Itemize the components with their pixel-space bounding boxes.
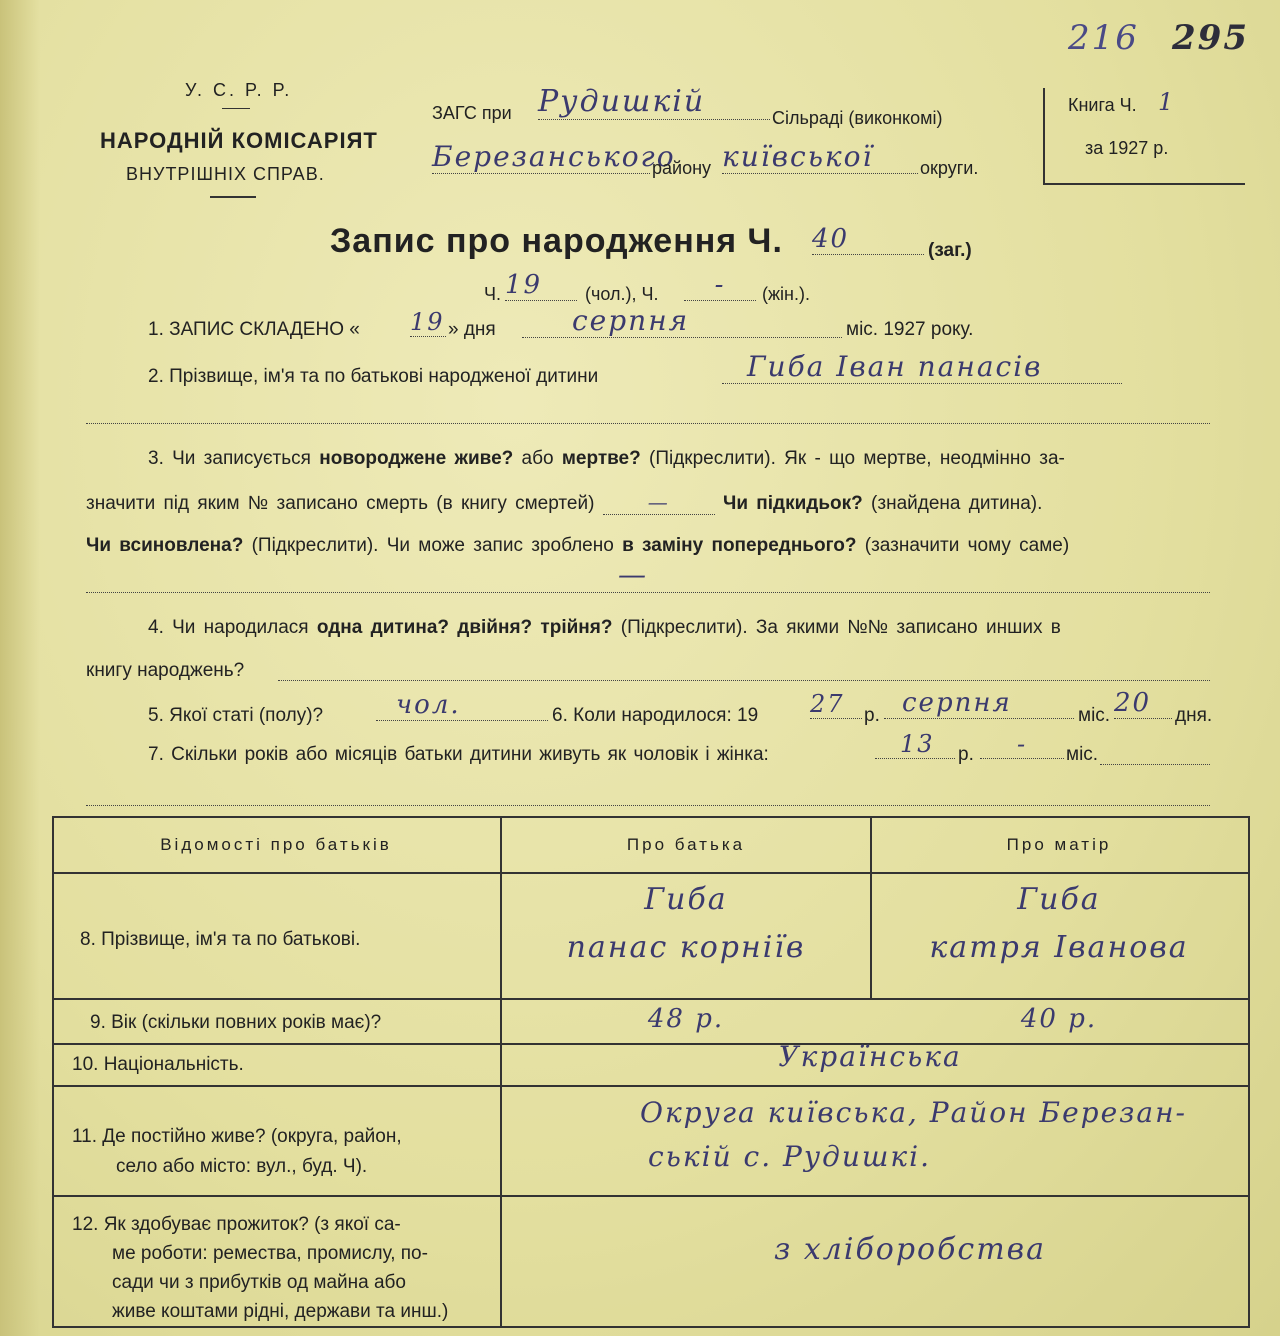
- row9-mother-age: 40 р.: [1020, 1004, 1098, 1034]
- q7-months-suffix: міс.: [1066, 744, 1099, 765]
- table-header-mother: Про матір: [1006, 835, 1112, 854]
- zags-village-value: Рудишкій: [538, 84, 770, 120]
- row11-label-line1: 11. Де постійно живе? (округа, район,: [72, 1126, 402, 1147]
- q1-day: 19: [410, 308, 445, 336]
- header-divider-2: [210, 196, 256, 198]
- q3-line2-text: значити під яким № записано смерть (в книгу смертей): [86, 493, 595, 514]
- q3-adopted: Чи всиновлена?: [86, 535, 244, 556]
- q3-foundling-note: (знайдена дитина).: [871, 493, 1043, 514]
- q4-line1: [148, 617, 1061, 639]
- q6-month: серпня: [884, 688, 1074, 719]
- q7-tail-line: [1100, 744, 1210, 765]
- row8-label: 8. Прізвище, ім'я та по батькові.: [80, 929, 361, 950]
- q3-reason-line: [86, 570, 1210, 593]
- male-label: (чол.), Ч.: [585, 284, 659, 304]
- q7-label: 7. Скільки років або місяців батьки дитини живуть як чоловік і жінка:: [148, 744, 769, 765]
- q4-options: одна дитина? двійня? трійня?: [316, 617, 613, 638]
- row8-mother-name: катря Іванова: [929, 930, 1189, 965]
- q7-years-suffix: р.: [958, 744, 974, 765]
- q3-line3: [86, 535, 1069, 557]
- q3-foundling: Чи підкидьок?: [722, 493, 863, 514]
- row11-value-line1: Округа київська, Район Березан-: [640, 1096, 1188, 1129]
- table-row-divider-4: [52, 1085, 1248, 1087]
- q3-or: або: [521, 448, 554, 469]
- q6-year-suffix: р.: [864, 705, 880, 726]
- zags-prefix: ЗАГС при: [432, 103, 512, 123]
- okruha-label: округи.: [920, 158, 979, 178]
- q3-line3-rest: (зазначити чому саме): [864, 535, 1070, 556]
- row8-mother-surname: Гиба: [1017, 882, 1101, 917]
- page-edge-shadow: [0, 0, 40, 1336]
- q1-suffix: міс. 1927 року.: [846, 319, 974, 340]
- table-row-divider-5: [52, 1195, 1248, 1197]
- district-label: району: [652, 158, 712, 178]
- q1-mid: » дня: [448, 319, 496, 340]
- male-number: 19: [505, 270, 577, 301]
- row8-father-surname: Гиба: [644, 882, 728, 917]
- q7-months: -: [980, 730, 1064, 759]
- book-year: за 1927 р.: [1085, 138, 1169, 158]
- q4-line1-rest: (Підкреслити). За якими №№ записано инших в: [620, 617, 1061, 638]
- q3-dead-option: мертве?: [561, 448, 641, 469]
- q5-label: 5. Якої статі (полу)?: [148, 705, 324, 726]
- q4-line2: книгу народжень?: [86, 660, 245, 681]
- table-row-divider-2: [52, 998, 1248, 1000]
- table-header-parents: Відомості про батьків: [160, 835, 392, 854]
- q6-year: 27: [810, 690, 862, 719]
- row12-value: з хліборобства: [773, 1232, 1047, 1267]
- row12-label-line1: 12. Як здобуває прожиток? (з якої са-: [72, 1214, 401, 1235]
- q6-label: 6. Коли народилося: 19: [552, 705, 759, 726]
- female-number: -: [684, 270, 756, 301]
- q3-line1: [148, 448, 1065, 470]
- zags-suffix: Сільраді (виконкомі): [772, 108, 943, 128]
- row11-label-line2: село або місто: вул., буд. Ч).: [116, 1156, 368, 1177]
- q3-line1-text: 3. Чи записується: [148, 448, 311, 469]
- row12-label-line2: ме роботи: ремества, промислу, по-: [112, 1243, 428, 1264]
- header-ussr: У. С. Р. Р.: [185, 80, 293, 100]
- row9-label: 9. Вік (скільки повних років має)?: [90, 1012, 382, 1033]
- q2-value: Гиба Іван панасів: [722, 350, 1122, 384]
- q7-years: 13: [875, 730, 955, 759]
- q3-line3-text: (Підкреслити). Чи може запис зроблено: [251, 535, 614, 556]
- q5-value: чол.: [376, 690, 548, 721]
- table-header-father: Про батька: [626, 835, 746, 854]
- district-value: Березанського: [432, 140, 676, 173]
- q3-replacement: в заміну попереднього?: [622, 535, 857, 556]
- q4-answer-line: [278, 660, 1210, 681]
- record-title: Запис про народження Ч.: [330, 222, 783, 260]
- q7-extra-line: [86, 785, 1210, 806]
- q3-death-number: —: [603, 490, 715, 515]
- row8-father-name: панас корніїв: [566, 930, 806, 965]
- q1-month: серпня: [522, 304, 842, 338]
- row10-value: Українська: [778, 1040, 962, 1073]
- okruha-value: київської: [722, 140, 918, 174]
- q1-prefix: 1. ЗАПИС СКЛАДЕНО «: [148, 319, 360, 340]
- q3-live-option: новороджене живе?: [319, 448, 514, 469]
- q6-day: 20: [1114, 688, 1172, 719]
- header-divider: [222, 108, 250, 109]
- corner-number-2: 295: [1172, 18, 1249, 58]
- q3-line2: [86, 490, 1042, 515]
- corner-number-1: 216: [1068, 18, 1139, 58]
- q2-extra-line: [86, 405, 1210, 424]
- table-row-divider-1: [52, 872, 1248, 874]
- subtitle-prefix: Ч.: [484, 284, 501, 304]
- q4-line1-text: 4. Чи народилася: [148, 617, 309, 638]
- record-number: 40: [812, 224, 924, 255]
- q6-day-suffix: дня.: [1175, 705, 1213, 726]
- q2-label: 2. Прізвище, ім'я та по батькові народженої дитини: [148, 366, 599, 387]
- q3-reason-value: —: [618, 558, 648, 591]
- record-total-suffix: (заг.): [928, 240, 972, 261]
- female-label: (жін.).: [762, 284, 810, 304]
- row10-label: 10. Національність.: [72, 1054, 244, 1075]
- q3-line1-rest: (Підкреслити). Як - що мертве, неодмінно за-: [649, 448, 1065, 469]
- q6-month-suffix: міс.: [1078, 705, 1111, 726]
- header-internal-affairs: ВНУТРІШНІХ СПРАВ.: [126, 164, 325, 184]
- row9-father-age: 48 р.: [647, 1004, 725, 1034]
- book-number: 1: [1158, 88, 1176, 116]
- book-label: Книга Ч.: [1068, 95, 1137, 115]
- row11-value-line2: ській с. Рудишкі.: [648, 1140, 931, 1173]
- row12-label-line3: сади чи з прибутків од майна або: [112, 1272, 406, 1293]
- header-commissariat: НАРОДНІЙ КОМІСАРІЯТ: [100, 128, 378, 153]
- row12-label-line4: живе коштами рідні, держави та инш.): [112, 1301, 449, 1322]
